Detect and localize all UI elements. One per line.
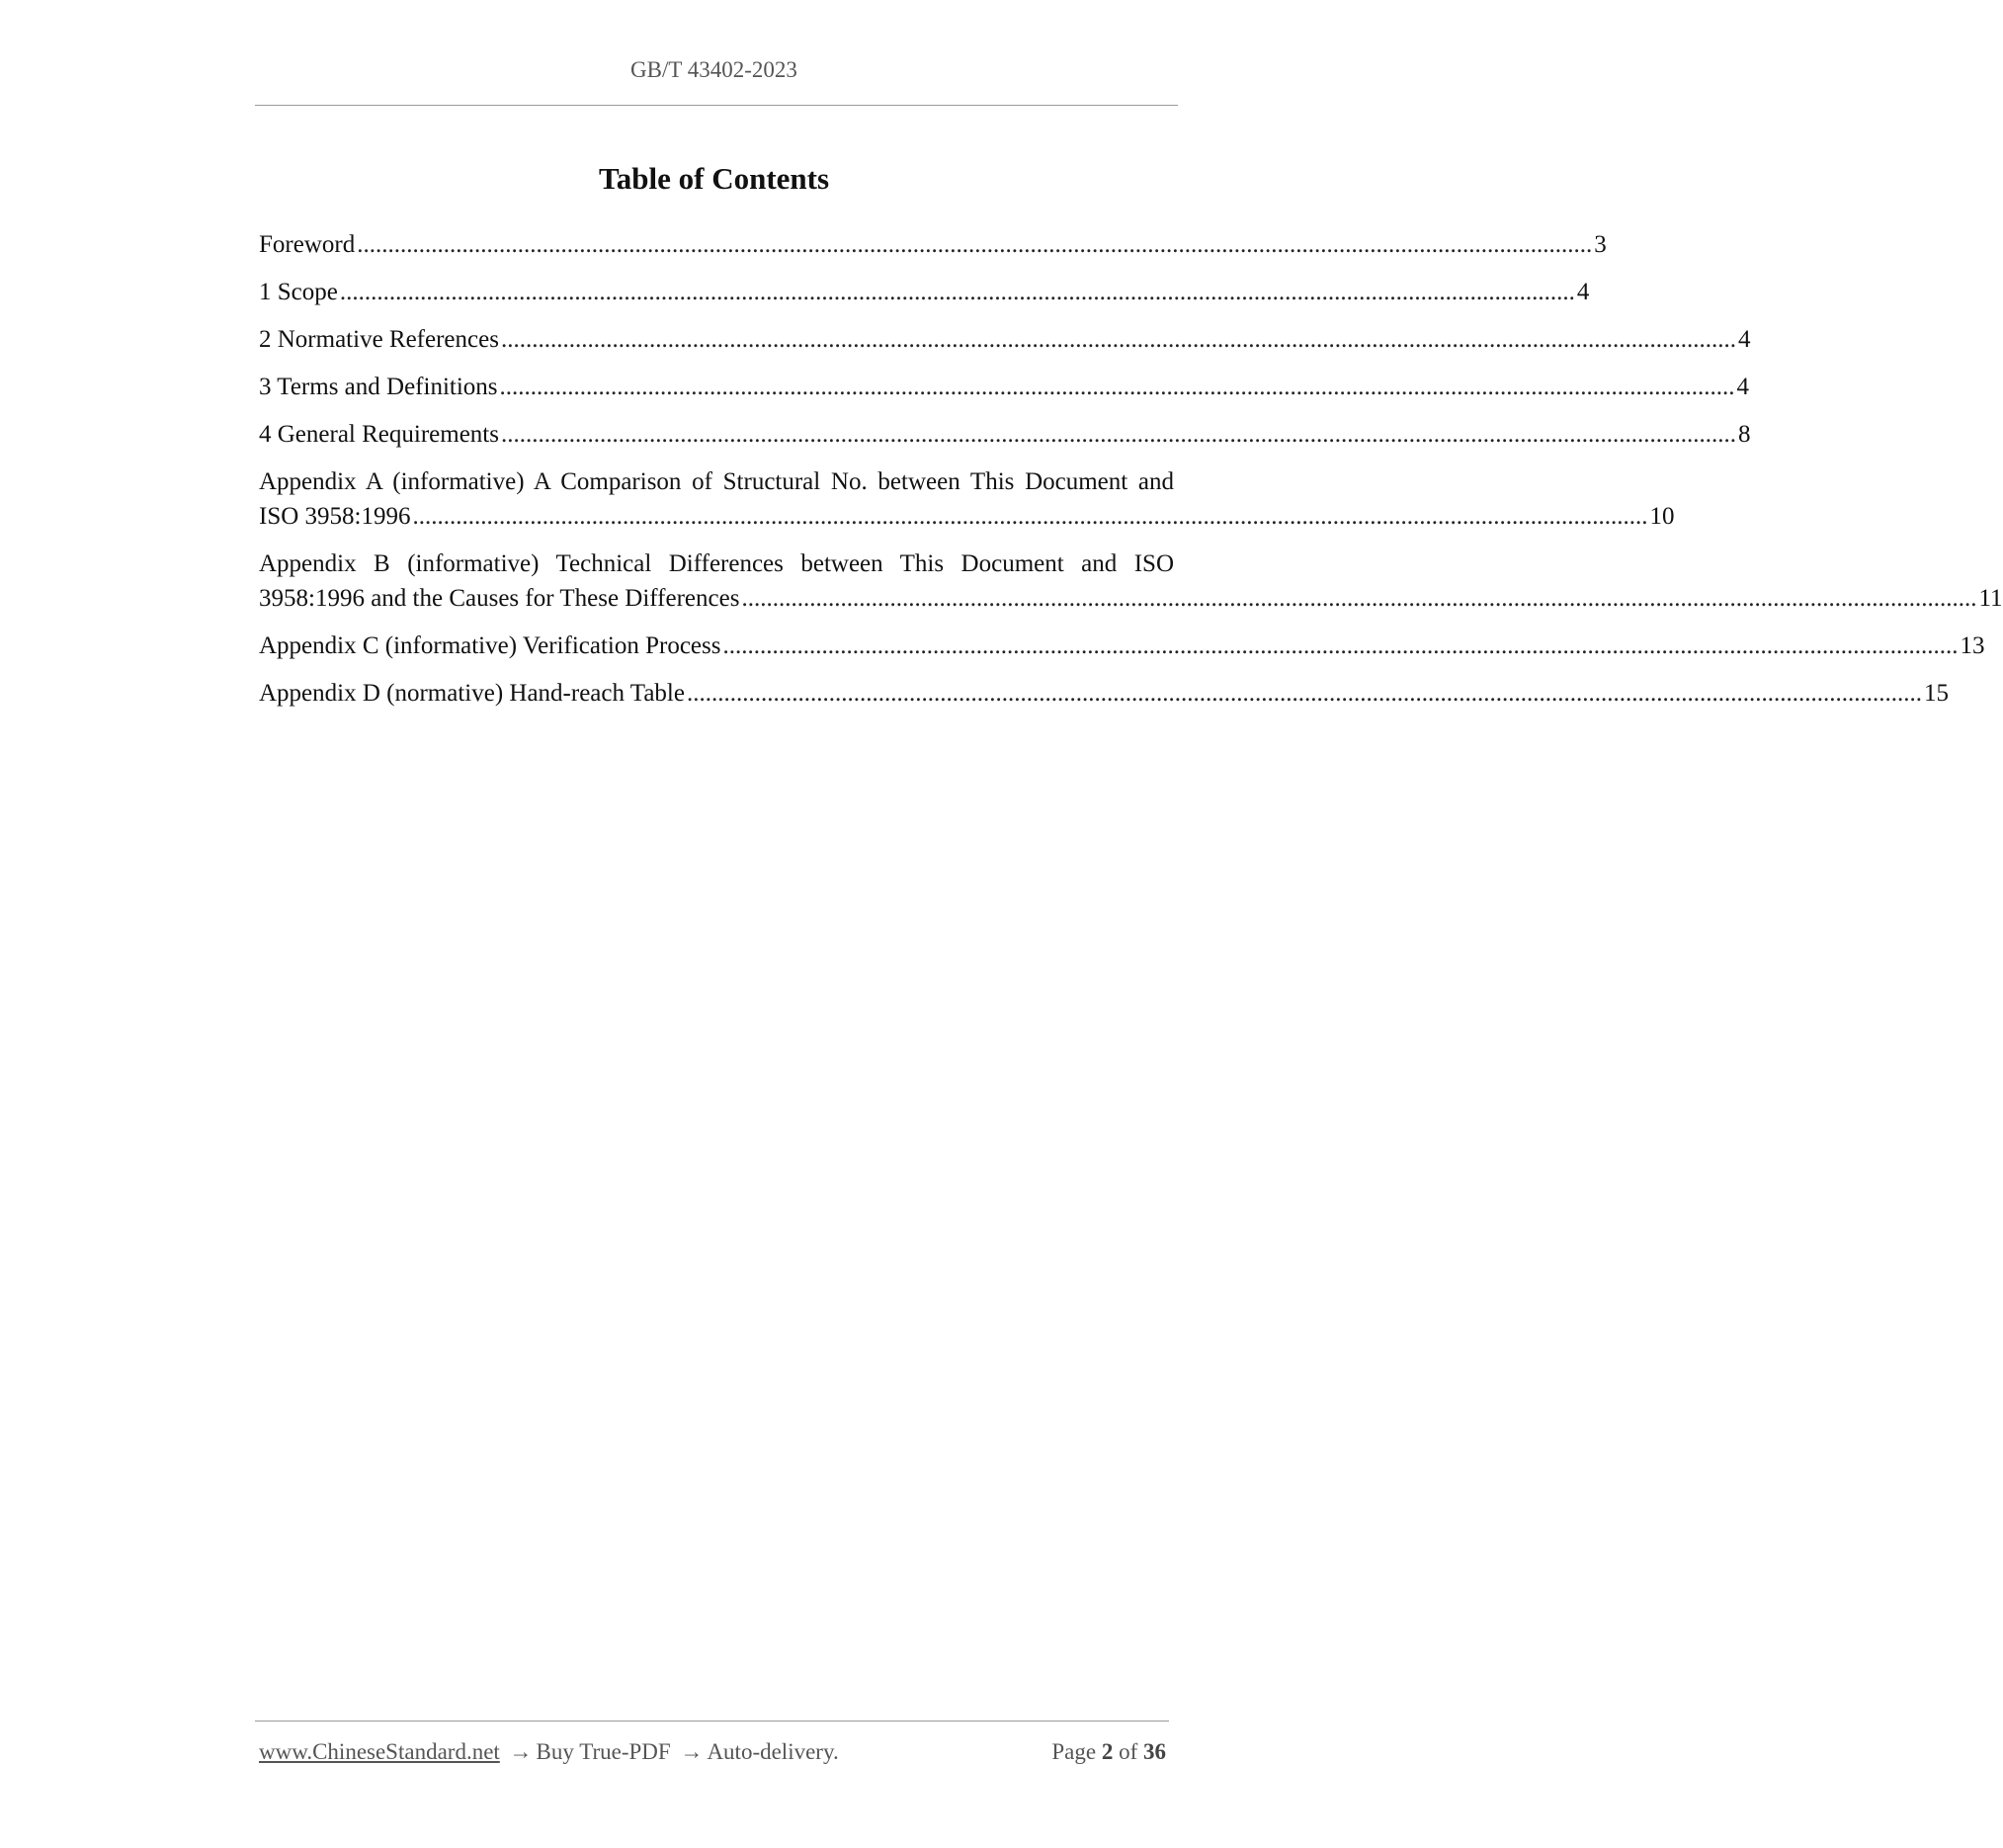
toc-entry-label: 3 Terms and Definitions — [259, 374, 498, 400]
toc-entry-page: 10 — [1649, 503, 1675, 530]
toc-entry-label-line1: Appendix B (informative) Technical Differences between This Document and ISO — [259, 550, 1174, 577]
page-label: Page — [1051, 1739, 1097, 1764]
toc-entry-page: 8 — [1737, 421, 1751, 448]
dot-leader: ........................................................................................................................................................................................................ — [722, 632, 1959, 659]
dot-leader: ........................................................................................................................................................................................................ — [686, 680, 1922, 707]
auto-delivery-text: Auto-delivery. — [707, 1739, 839, 1764]
toc-entry-label: Appendix D (normative) Hand-reach Table — [259, 680, 685, 707]
dot-leader: ........................................................................................................................................................................................................ — [500, 421, 1736, 448]
page-current: 2 — [1101, 1739, 1114, 1764]
dot-leader: ........................................................................................................................................................................................................ — [500, 326, 1736, 353]
page-total: 36 — [1143, 1739, 1166, 1764]
toc-entry-page: 4 — [1736, 374, 1750, 400]
toc-entry-page: 11 — [1978, 585, 2003, 612]
arrow-right-icon: → — [680, 1739, 704, 1764]
header-divider — [255, 105, 1178, 106]
footer-promo — [259, 1739, 839, 1765]
arrow-right-icon: → — [509, 1739, 533, 1764]
toc-entry-label: Appendix C (informative) Verification Process — [259, 632, 721, 659]
toc-entry-label: Foreword — [259, 231, 356, 258]
toc-entry-page: 3 — [1594, 231, 1607, 258]
dot-leader: ........................................................................................................................................................................................................ — [741, 585, 1977, 612]
toc-entry-page: 15 — [1923, 680, 1949, 707]
toc-entry-label: 4 General Requirements — [259, 421, 499, 448]
toc-entry-terms-definitions[interactable] — [259, 370, 1750, 404]
toc-entry-foreword[interactable] — [259, 227, 1607, 262]
toc-entry-label-line2: ISO 3958:1996 — [259, 503, 411, 530]
toc-entry-appendix-b[interactable] — [259, 546, 2003, 616]
toc-entry-page: 13 — [1960, 632, 1985, 659]
toc-entry-label: 1 Scope — [259, 279, 338, 305]
toc-entry-scope[interactable] — [259, 275, 1590, 309]
toc-entry-label: 2 Normative References — [259, 326, 499, 353]
toc-entry-normative-references[interactable] — [259, 322, 1751, 357]
toc-entry-second-line — [259, 499, 1675, 534]
toc-entry-page: 4 — [1737, 326, 1751, 353]
toc-title: Table of Contents — [598, 161, 830, 196]
toc-entry-label-line2: 3958:1996 and the Causes for These Differences — [259, 585, 740, 612]
dot-leader: ........................................................................................................................................................................................................ — [499, 374, 1735, 400]
toc-entry-appendix-a[interactable] — [259, 464, 1675, 534]
table-of-contents — [259, 227, 2003, 723]
toc-entry-label-line1: Appendix A (informative) A Comparison of Structural No. between This Document and — [259, 468, 1174, 495]
toc-entry-appendix-d[interactable] — [259, 676, 1949, 711]
site-link[interactable]: www.ChineseStandard.net — [259, 1739, 500, 1764]
document-number: GB/T 43402-2023 — [630, 57, 797, 82]
toc-entry-page: 4 — [1576, 279, 1590, 305]
toc-entry-second-line — [259, 581, 2003, 616]
dot-leader: ........................................................................................................................................................................................................ — [412, 503, 1648, 530]
footer-divider — [255, 1721, 1169, 1722]
page-indicator — [1051, 1739, 1166, 1765]
dot-leader: ........................................................................................................................................................................................................ — [357, 231, 1593, 258]
page-of-label: of — [1119, 1739, 1138, 1764]
toc-entry-general-requirements[interactable] — [259, 417, 1751, 452]
dot-leader: ........................................................................................................................................................................................................ — [339, 279, 1575, 305]
toc-entry-appendix-c[interactable] — [259, 629, 1985, 663]
buy-true-pdf-text: Buy True-PDF — [536, 1739, 671, 1764]
